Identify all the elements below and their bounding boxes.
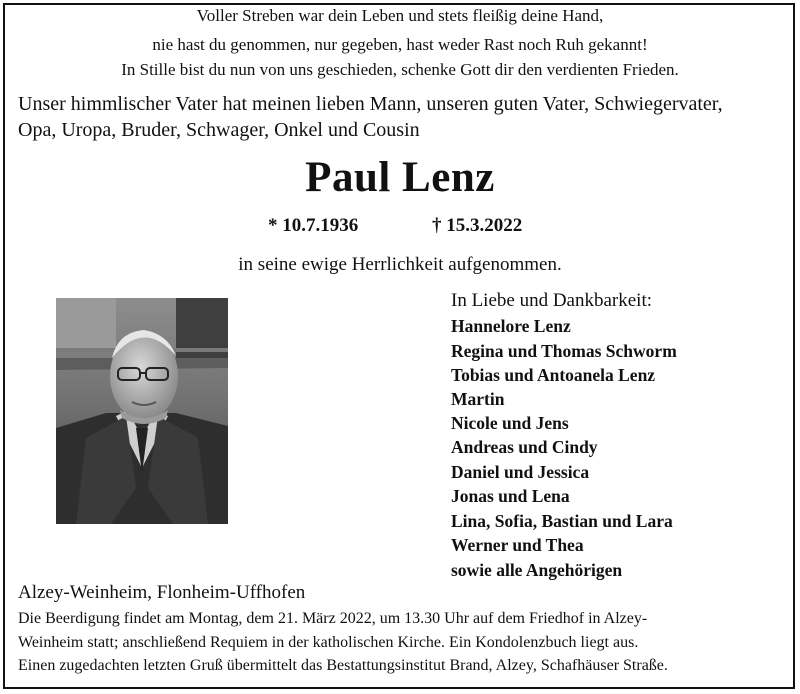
poem-line-2: nie hast du genommen, nur gegeben, hast weder Rast noch Ruh gekannt!: [152, 35, 648, 54]
death-date: † 15.3.2022: [432, 215, 523, 236]
subtitle: in seine ewige Herrlichkeit aufgenommen.: [238, 254, 562, 275]
intro-line-1: Unser himmlischer Vater hat meinen lieben Mann, unseren guten Vater, Schwiegervater,: [18, 93, 723, 115]
mourner-name: Werner und Thea: [451, 535, 584, 555]
mourner-name: Lina, Sofia, Bastian und Lara: [451, 511, 673, 531]
poem-line-1: Voller Streben war dein Leben und stets fleißig deine Hand,: [196, 6, 604, 25]
funeral-notice-line-3: Einen zugedachten letzten Gruß übermittelt das Bestattungsinstitut Brand, Alzey, Schafhäuser Straße.: [18, 657, 668, 674]
mourner-name: Martin: [451, 389, 505, 409]
birth-date: * 10.7.1936: [268, 215, 359, 236]
mourner-name: Jonas und Lena: [451, 486, 570, 506]
mourner-name: Daniel und Jessica: [451, 462, 590, 482]
funeral-notice-line-2: Weinheim statt; anschließend Requiem in der katholischen Kirche. Ein Kondolenzbuch liegt aus.: [18, 634, 639, 651]
mourner-name: Tobias und Antoanela Lenz: [451, 365, 656, 385]
deceased-name: Paul Lenz: [305, 154, 495, 201]
mourner-name: Nicole und Jens: [451, 413, 569, 433]
intro-line-2: Opa, Uropa, Bruder, Schwager, Onkel und Cousin: [18, 119, 420, 141]
mourner-name: sowie alle Angehörigen: [451, 560, 623, 580]
mourner-name: Regina und Thomas Schworm: [451, 341, 677, 361]
portrait-photo: [56, 298, 228, 524]
place-line: Alzey-Weinheim, Flonheim-Uffhofen: [18, 582, 306, 603]
funeral-notice-line-1: Die Beerdigung findet am Montag, dem 21. März 2022, um 13.30 Uhr auf dem Friedhof in Alzey-: [18, 610, 648, 627]
poem-line-3: In Stille bist du nun von uns geschieden, schenke Gott dir den verdienten Frieden.: [121, 60, 679, 79]
mourner-name: Hannelore Lenz: [451, 316, 571, 336]
mourner-name: Andreas und Cindy: [451, 437, 598, 457]
mourners-heading: In Liebe und Dankbarkeit:: [451, 290, 653, 311]
